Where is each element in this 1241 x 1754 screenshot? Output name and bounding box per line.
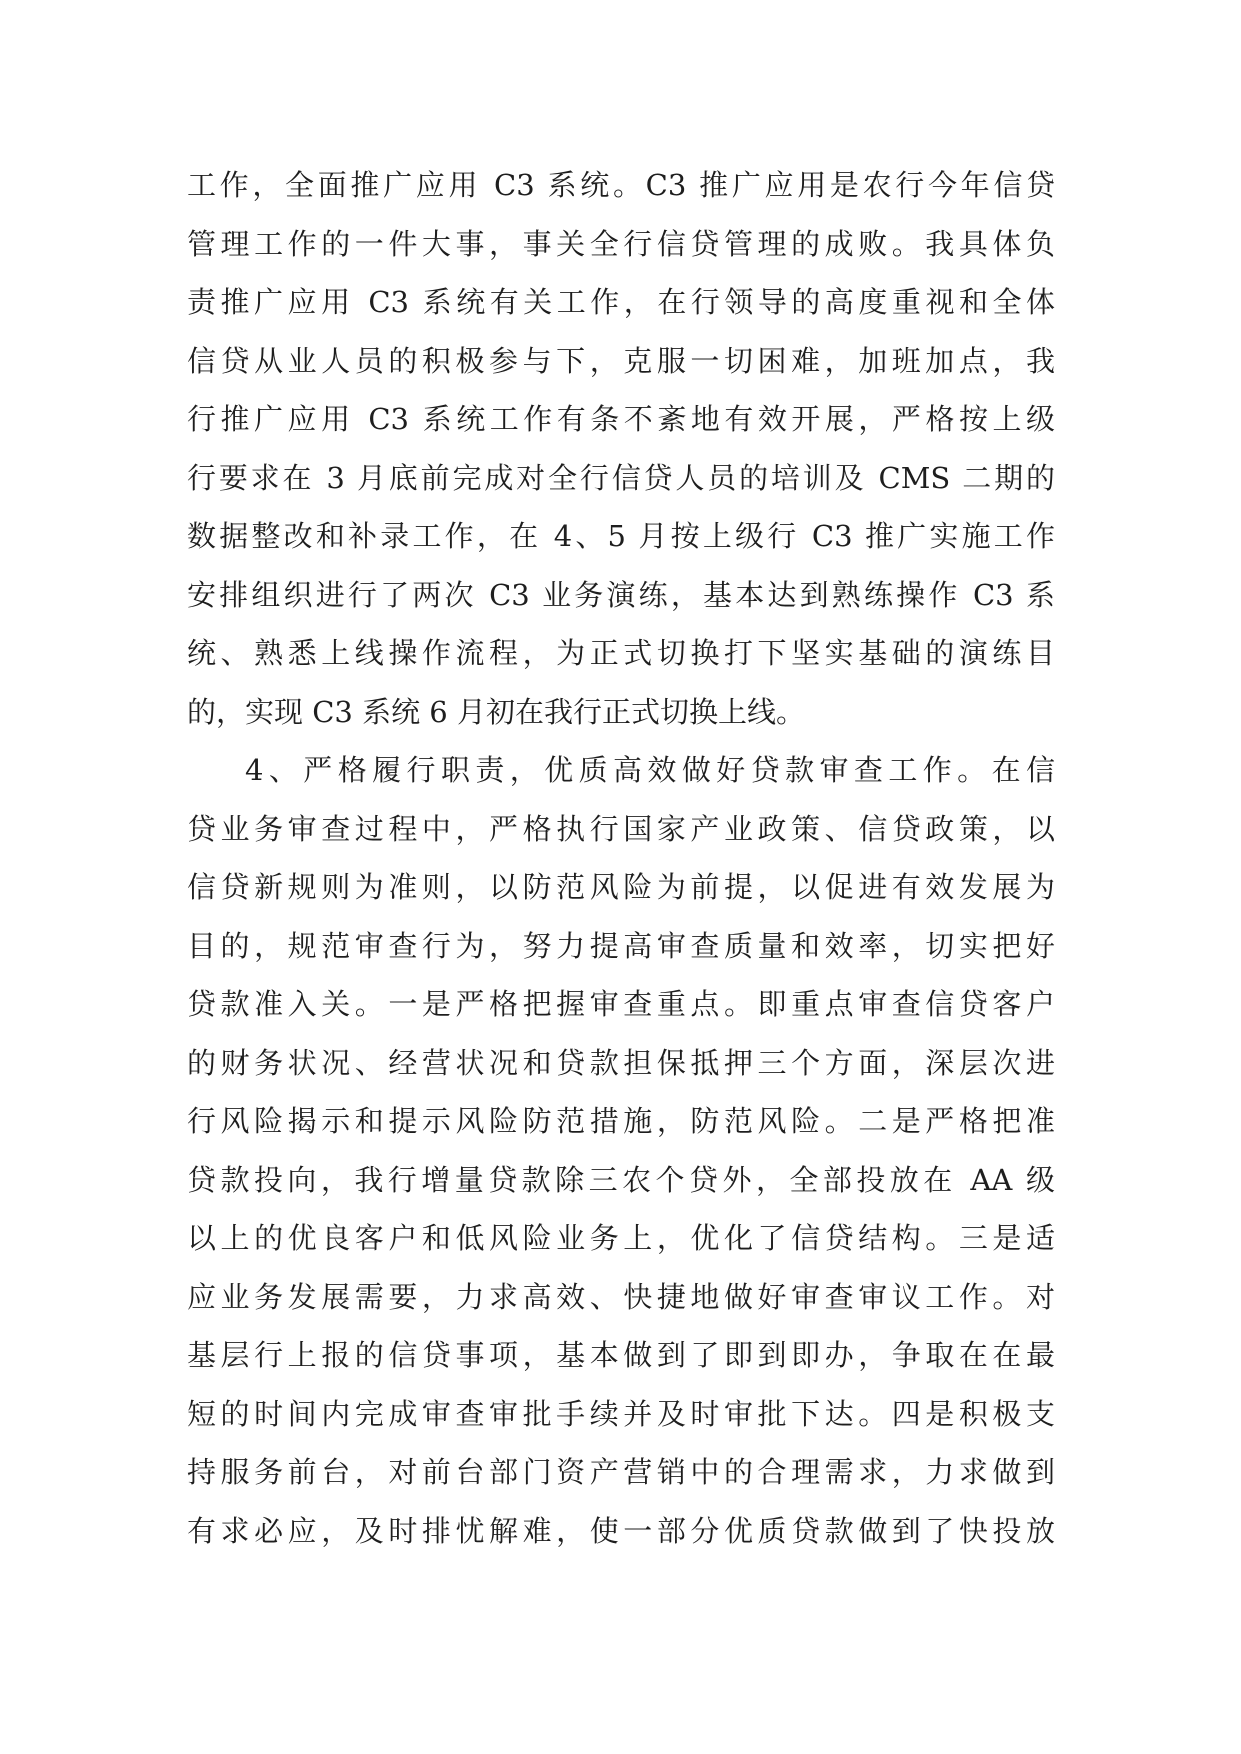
- text-line: 4、严格履行职责，优质高效做好贷款审查工作。在信: [245, 753, 1055, 787]
- text-line: 工作，全面推广应用 C3 系统。C3 推广应用是农行今年信贷: [187, 168, 1055, 202]
- document-body: [187, 156, 1055, 1560]
- text-line: 行要求在 3 月底前完成对全行信贷人员的培训及 CMS 二期的: [187, 460, 1055, 495]
- text-line: 信贷从业人员的积极参与下，克服一切困难，加班加点，我: [187, 343, 1055, 378]
- text-line: 短的时间内完成审查审批手续并及时审批下达。四是积极支: [187, 1396, 1055, 1431]
- text-line: 信贷新规则为准则，以防范风险为前提，以促进有效发展为: [187, 870, 1055, 904]
- paragraph: [187, 741, 1055, 1560]
- text-line: 贷款投向，我行增量贷款除三农个贷外，全部投放在 AA 级: [187, 1162, 1055, 1197]
- text-line: 统、熟悉上线操作流程，为正式切换打下坚实基础的演练目: [187, 636, 1055, 670]
- text-line: 基层行上报的信贷事项，基本做到了即到即办，争取在在最: [187, 1338, 1055, 1372]
- text-line: 以上的优良客户和低风险业务上，优化了信贷结构。三是适: [187, 1221, 1055, 1255]
- text-line: 应业务发展需要，力求高效、快捷地做好审查审议工作。对: [187, 1279, 1055, 1314]
- paragraph: [187, 156, 1055, 741]
- text-line: 持服务前台，对前台部门资产营销中的合理需求，力求做到: [187, 1455, 1055, 1489]
- text-line: 贷款准入关。一是严格把握审查重点。即重点审查信贷客户: [187, 987, 1055, 1021]
- text-line: 管理工作的一件大事，事关全行信贷管理的成败。我具体负: [187, 226, 1055, 261]
- text-line: 责推广应用 C3 系统有关工作，在行领导的高度重视和全体: [187, 285, 1055, 319]
- text-line: 贷业务审查过程中，严格执行国家产业政策、信贷政策，以: [187, 811, 1055, 846]
- text-line: 目的，规范审查行为，努力提高审查质量和效率，切实把好: [187, 928, 1055, 963]
- text-line: 数据整改和补录工作，在 4、5 月按上级行 C3 推广实施工作: [187, 519, 1055, 553]
- text-line: 安排组织进行了两次 C3 业务演练，基本达到熟练操作 C3 系: [187, 577, 1055, 612]
- text-line: 的，实现 C3 系统 6 月初在我行正式切换上线。: [187, 694, 805, 729]
- text-line: 行推广应用 C3 系统工作有条不紊地有效开展，严格按上级: [187, 402, 1055, 436]
- text-line: 的财务状况、经营状况和贷款担保抵押三个方面，深层次进: [187, 1045, 1055, 1080]
- text-line: 有求必应，及时排忧解难，使一部分优质贷款做到了快投放: [187, 1513, 1055, 1548]
- text-line: 行风险揭示和提示风险防范措施，防范风险。二是严格把准: [187, 1104, 1055, 1138]
